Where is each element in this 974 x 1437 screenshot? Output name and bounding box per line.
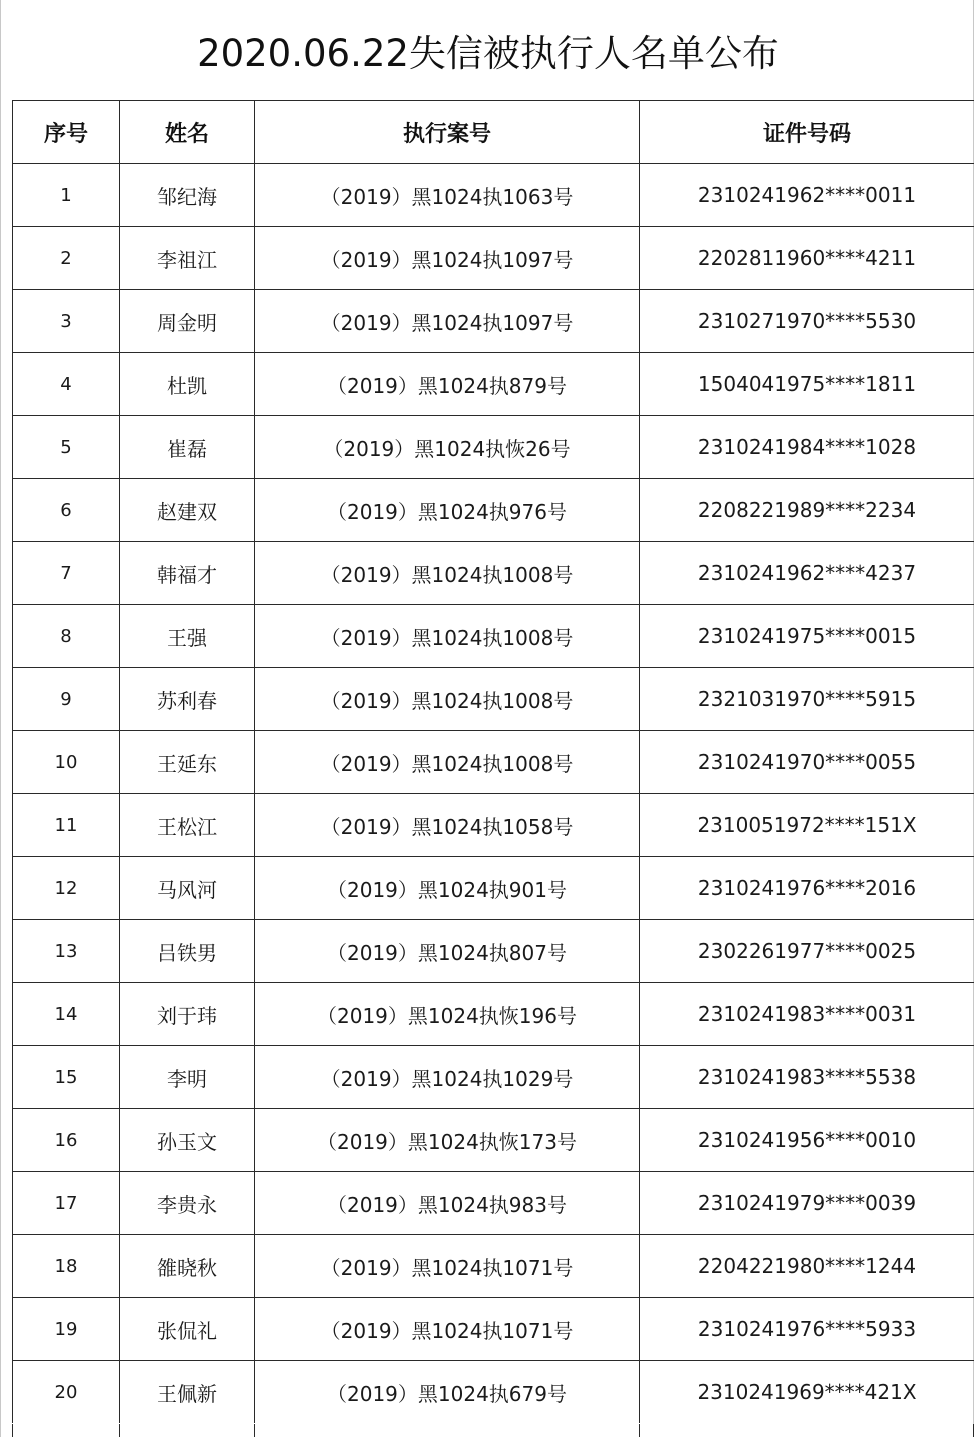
cell-name: 王松江 <box>120 794 255 857</box>
table-row <box>13 290 974 353</box>
header-serial-number: 序号 <box>13 101 120 164</box>
cell-id-number: 2310241975****0015 <box>640 605 974 668</box>
cell-id-number: 2310271970****5530 <box>640 290 974 353</box>
cell-serial-number: 15 <box>13 1046 120 1109</box>
cell-name: 王强 <box>120 605 255 668</box>
cell-id-number: 2310051972****151X <box>640 794 974 857</box>
cell-id-number: 2310241970****0055 <box>640 731 974 794</box>
table-row <box>13 416 974 479</box>
cell-serial-number: 9 <box>13 668 120 731</box>
cell-id-number: 2321031970****5915 <box>640 668 974 731</box>
cell-serial-number: 4 <box>13 353 120 416</box>
cell-id-number: 2310241962****4237 <box>640 542 974 605</box>
cell-name: 李贵永 <box>120 1172 255 1235</box>
cell-serial-number: 5 <box>13 416 120 479</box>
cell-case-number: （2019）黑1024执1071号 <box>255 1235 640 1298</box>
cell-case-number: （2019）黑1024执679号 <box>255 1361 640 1424</box>
cell-serial-number: 6 <box>13 479 120 542</box>
cell-case-number: （2019）黑1024执807号 <box>255 920 640 983</box>
cell-name: 赵建双 <box>120 479 255 542</box>
cell-id-number: 2208221989****2234 <box>640 479 974 542</box>
table-body <box>13 164 974 1424</box>
cell-id-number: 2310241962****0011 <box>640 164 974 227</box>
table-row <box>13 668 974 731</box>
header-id-number: 证件号码 <box>640 101 974 164</box>
cell-serial-number: 12 <box>13 857 120 920</box>
table-row <box>13 164 974 227</box>
cell-id-number: 2310241969****421X <box>640 1361 974 1424</box>
column-divider <box>254 1424 255 1437</box>
cell-name: 韩福才 <box>120 542 255 605</box>
cell-name: 邹纪海 <box>120 164 255 227</box>
cell-name: 王佩新 <box>120 1361 255 1424</box>
cell-name: 张侃礼 <box>120 1298 255 1361</box>
table-row <box>13 227 974 290</box>
cell-id-number: 2310241956****0010 <box>640 1109 974 1172</box>
cell-name: 李明 <box>120 1046 255 1109</box>
cell-name: 雒晓秋 <box>120 1235 255 1298</box>
cell-serial-number: 8 <box>13 605 120 668</box>
column-divider <box>119 1424 120 1437</box>
cell-case-number: （2019）黑1024执恢26号 <box>255 416 640 479</box>
cell-name: 周金明 <box>120 290 255 353</box>
table-row <box>13 1361 974 1424</box>
cell-case-number: （2019）黑1024执恢173号 <box>255 1109 640 1172</box>
cell-name: 孙玉文 <box>120 1109 255 1172</box>
table-row <box>13 1235 974 1298</box>
cell-serial-number: 19 <box>13 1298 120 1361</box>
cell-case-number: （2019）黑1024执1097号 <box>255 290 640 353</box>
cell-name: 马风河 <box>120 857 255 920</box>
table-row <box>13 1046 974 1109</box>
cell-serial-number: 11 <box>13 794 120 857</box>
cell-serial-number: 17 <box>13 1172 120 1235</box>
cell-serial-number: 16 <box>13 1109 120 1172</box>
cell-id-number: 2310241984****1028 <box>640 416 974 479</box>
table-row <box>13 1172 974 1235</box>
cell-name: 李祖江 <box>120 227 255 290</box>
cell-case-number: （2019）黑1024执983号 <box>255 1172 640 1235</box>
page-title: 2020.06.22失信被执行人名单公布 <box>197 32 779 75</box>
cell-case-number: （2019）黑1024执1063号 <box>255 164 640 227</box>
cell-name: 刘于玮 <box>120 983 255 1046</box>
cell-case-number: （2019）黑1024执1097号 <box>255 227 640 290</box>
cell-case-number: （2019）黑1024执1008号 <box>255 731 640 794</box>
table-header-row <box>13 101 974 164</box>
cell-case-number: （2019）黑1024执879号 <box>255 353 640 416</box>
cell-name: 杜凯 <box>120 353 255 416</box>
header-name: 姓名 <box>120 101 255 164</box>
cell-serial-number: 7 <box>13 542 120 605</box>
cell-case-number: （2019）黑1024执恢196号 <box>255 983 640 1046</box>
cell-name: 苏利春 <box>120 668 255 731</box>
cell-serial-number: 14 <box>13 983 120 1046</box>
cell-serial-number: 18 <box>13 1235 120 1298</box>
defaulter-table <box>12 100 974 1423</box>
table-continuation <box>12 1424 974 1437</box>
cell-serial-number: 10 <box>13 731 120 794</box>
cell-serial-number: 13 <box>13 920 120 983</box>
table-row <box>13 479 974 542</box>
cell-case-number: （2019）黑1024执1008号 <box>255 542 640 605</box>
cell-serial-number: 20 <box>13 1361 120 1424</box>
cell-case-number: （2019）黑1024执1008号 <box>255 668 640 731</box>
table-row <box>13 731 974 794</box>
cell-serial-number: 2 <box>13 227 120 290</box>
cell-id-number: 2302261977****0025 <box>640 920 974 983</box>
table-row <box>13 1298 974 1361</box>
cell-id-number: 2310241983****5538 <box>640 1046 974 1109</box>
cell-id-number: 2310241983****0031 <box>640 983 974 1046</box>
cell-case-number: （2019）黑1024执976号 <box>255 479 640 542</box>
cell-case-number: （2019）黑1024执1058号 <box>255 794 640 857</box>
column-divider <box>639 1424 640 1437</box>
cell-case-number: （2019）黑1024执1008号 <box>255 605 640 668</box>
table-row <box>13 605 974 668</box>
cell-id-number: 2204221980****1244 <box>640 1235 974 1298</box>
cell-id-number: 2310241976****2016 <box>640 857 974 920</box>
cell-name: 崔磊 <box>120 416 255 479</box>
table-row <box>13 794 974 857</box>
table-row <box>13 1109 974 1172</box>
cell-case-number: （2019）黑1024执1029号 <box>255 1046 640 1109</box>
cell-serial-number: 3 <box>13 290 120 353</box>
cell-id-number: 2310241979****0039 <box>640 1172 974 1235</box>
table-row <box>13 983 974 1046</box>
table-row <box>13 920 974 983</box>
table-row <box>13 857 974 920</box>
header-case-number: 执行案号 <box>255 101 640 164</box>
cell-name: 吕铁男 <box>120 920 255 983</box>
cell-case-number: （2019）黑1024执1071号 <box>255 1298 640 1361</box>
cell-id-number: 2202811960****4211 <box>640 227 974 290</box>
cell-serial-number: 1 <box>13 164 120 227</box>
table-row <box>13 353 974 416</box>
table-row <box>13 542 974 605</box>
cell-id-number: 2310241976****5933 <box>640 1298 974 1361</box>
cell-id-number: 1504041975****1811 <box>640 353 974 416</box>
cell-case-number: （2019）黑1024执901号 <box>255 857 640 920</box>
cell-name: 王延东 <box>120 731 255 794</box>
